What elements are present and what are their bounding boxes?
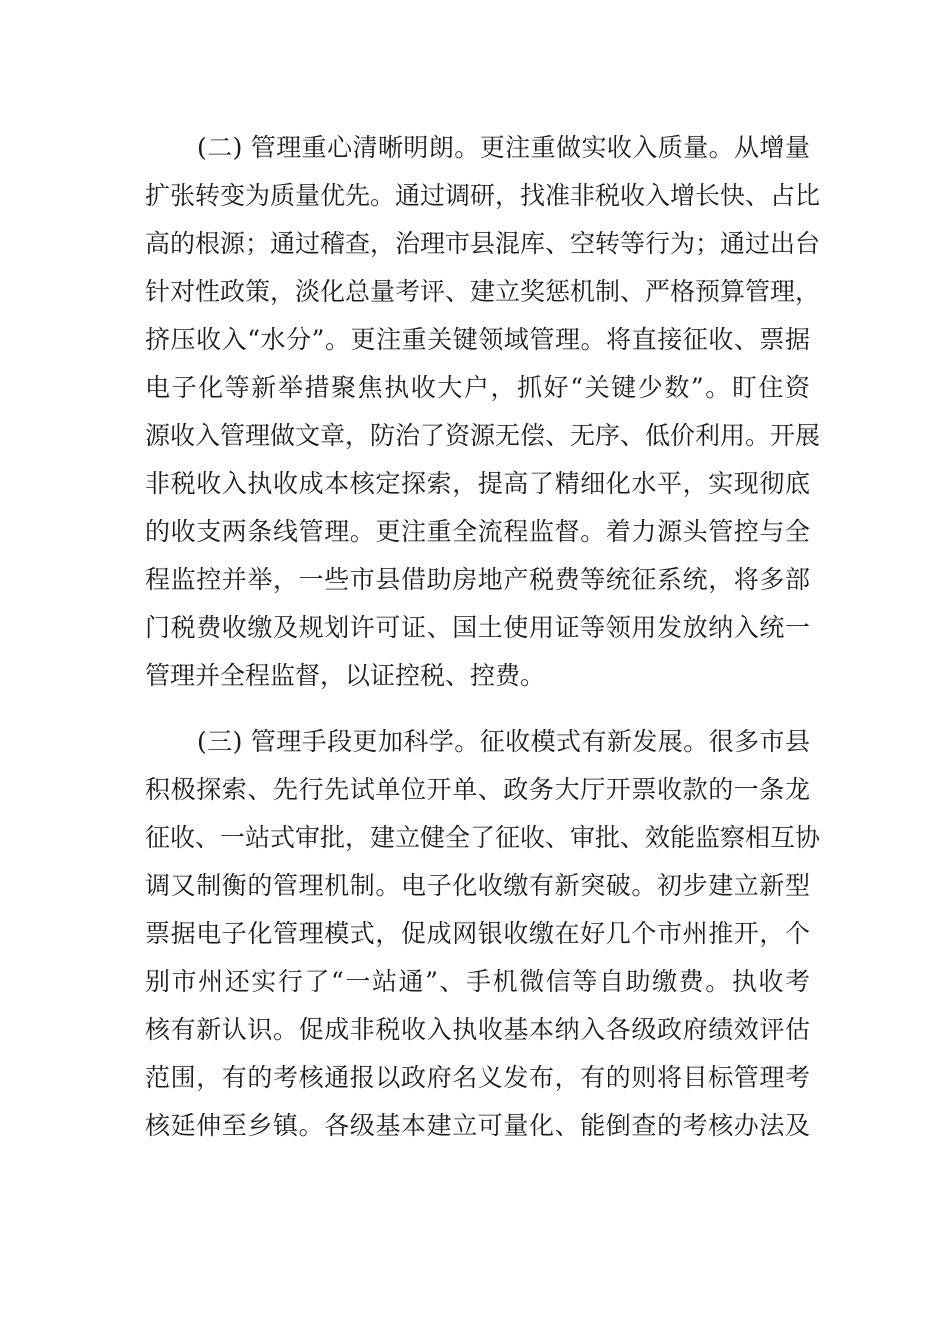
text-line: (三) 管理手段更加科学。征收模式有新发展。很多市县 bbox=[197, 727, 810, 756]
text-line: 积极探索、先行先试单位开单、政务大厅开票收款的一条龙 bbox=[145, 775, 810, 804]
text-line: 核有新认识。促成非税收入执收基本纳入各级政府绩效评估 bbox=[145, 1015, 810, 1044]
text-line: 高的根源；通过稽查，治理市县混库、空转等行为；通过出台 bbox=[145, 229, 821, 258]
text-line: 别市州还实行了“一站通”、手机微信等自助缴费。执收考 bbox=[145, 967, 810, 996]
text-line: 的收支两条线管理。更注重全流程监督。着力源头管控与全 bbox=[145, 517, 810, 546]
text-line: 票据电子化管理模式，促成网银收缴在好几个市州推开，个 bbox=[145, 919, 810, 948]
text-line: 非税收入执收成本核定探索，提高了精细化水平，实现彻底 bbox=[145, 469, 810, 498]
text-line: 核延伸至乡镇。各级基本建立可量化、能倒查的考核办法及 bbox=[145, 1111, 810, 1140]
text-line: 管理并全程监督，以证控税、控费。 bbox=[145, 661, 546, 690]
text-line: (二) 管理重心清晰明朗。更注重做实收入质量。从增量 bbox=[197, 133, 810, 162]
text-line: 范围，有的考核通报以政府名义发布，有的则将目标管理考 bbox=[145, 1063, 810, 1092]
text-line: 挤压收入“水分”。更注重关键领域管理。将直接征收、票据 bbox=[145, 325, 810, 354]
text-line: 源收入管理做文章，防治了资源无偿、无序、低价利用。开展 bbox=[145, 421, 821, 450]
text-line: 扩张转变为质量优先。通过调研，找准非税收入增长快、占比 bbox=[145, 181, 821, 210]
text-line: 征收、一站式审批，建立健全了征收、审批、效能监察相互协 bbox=[145, 823, 821, 852]
text-line: 门税费收缴及规划许可证、国土使用证等领用发放纳入统一 bbox=[145, 613, 810, 642]
text-line: 调又制衡的管理机制。电子化收缴有新突破。初步建立新型 bbox=[145, 871, 810, 900]
text-line: 电子化等新举措聚焦执收大户，抓好“关键少数”。盯住资 bbox=[145, 373, 810, 402]
text-line: 针对性政策，淡化总量考评、建立奖惩机制、严格预算管理， bbox=[145, 277, 821, 306]
text-line: 程监控并举，一些市县借助房地产税费等统征系统，将多部 bbox=[145, 565, 810, 594]
